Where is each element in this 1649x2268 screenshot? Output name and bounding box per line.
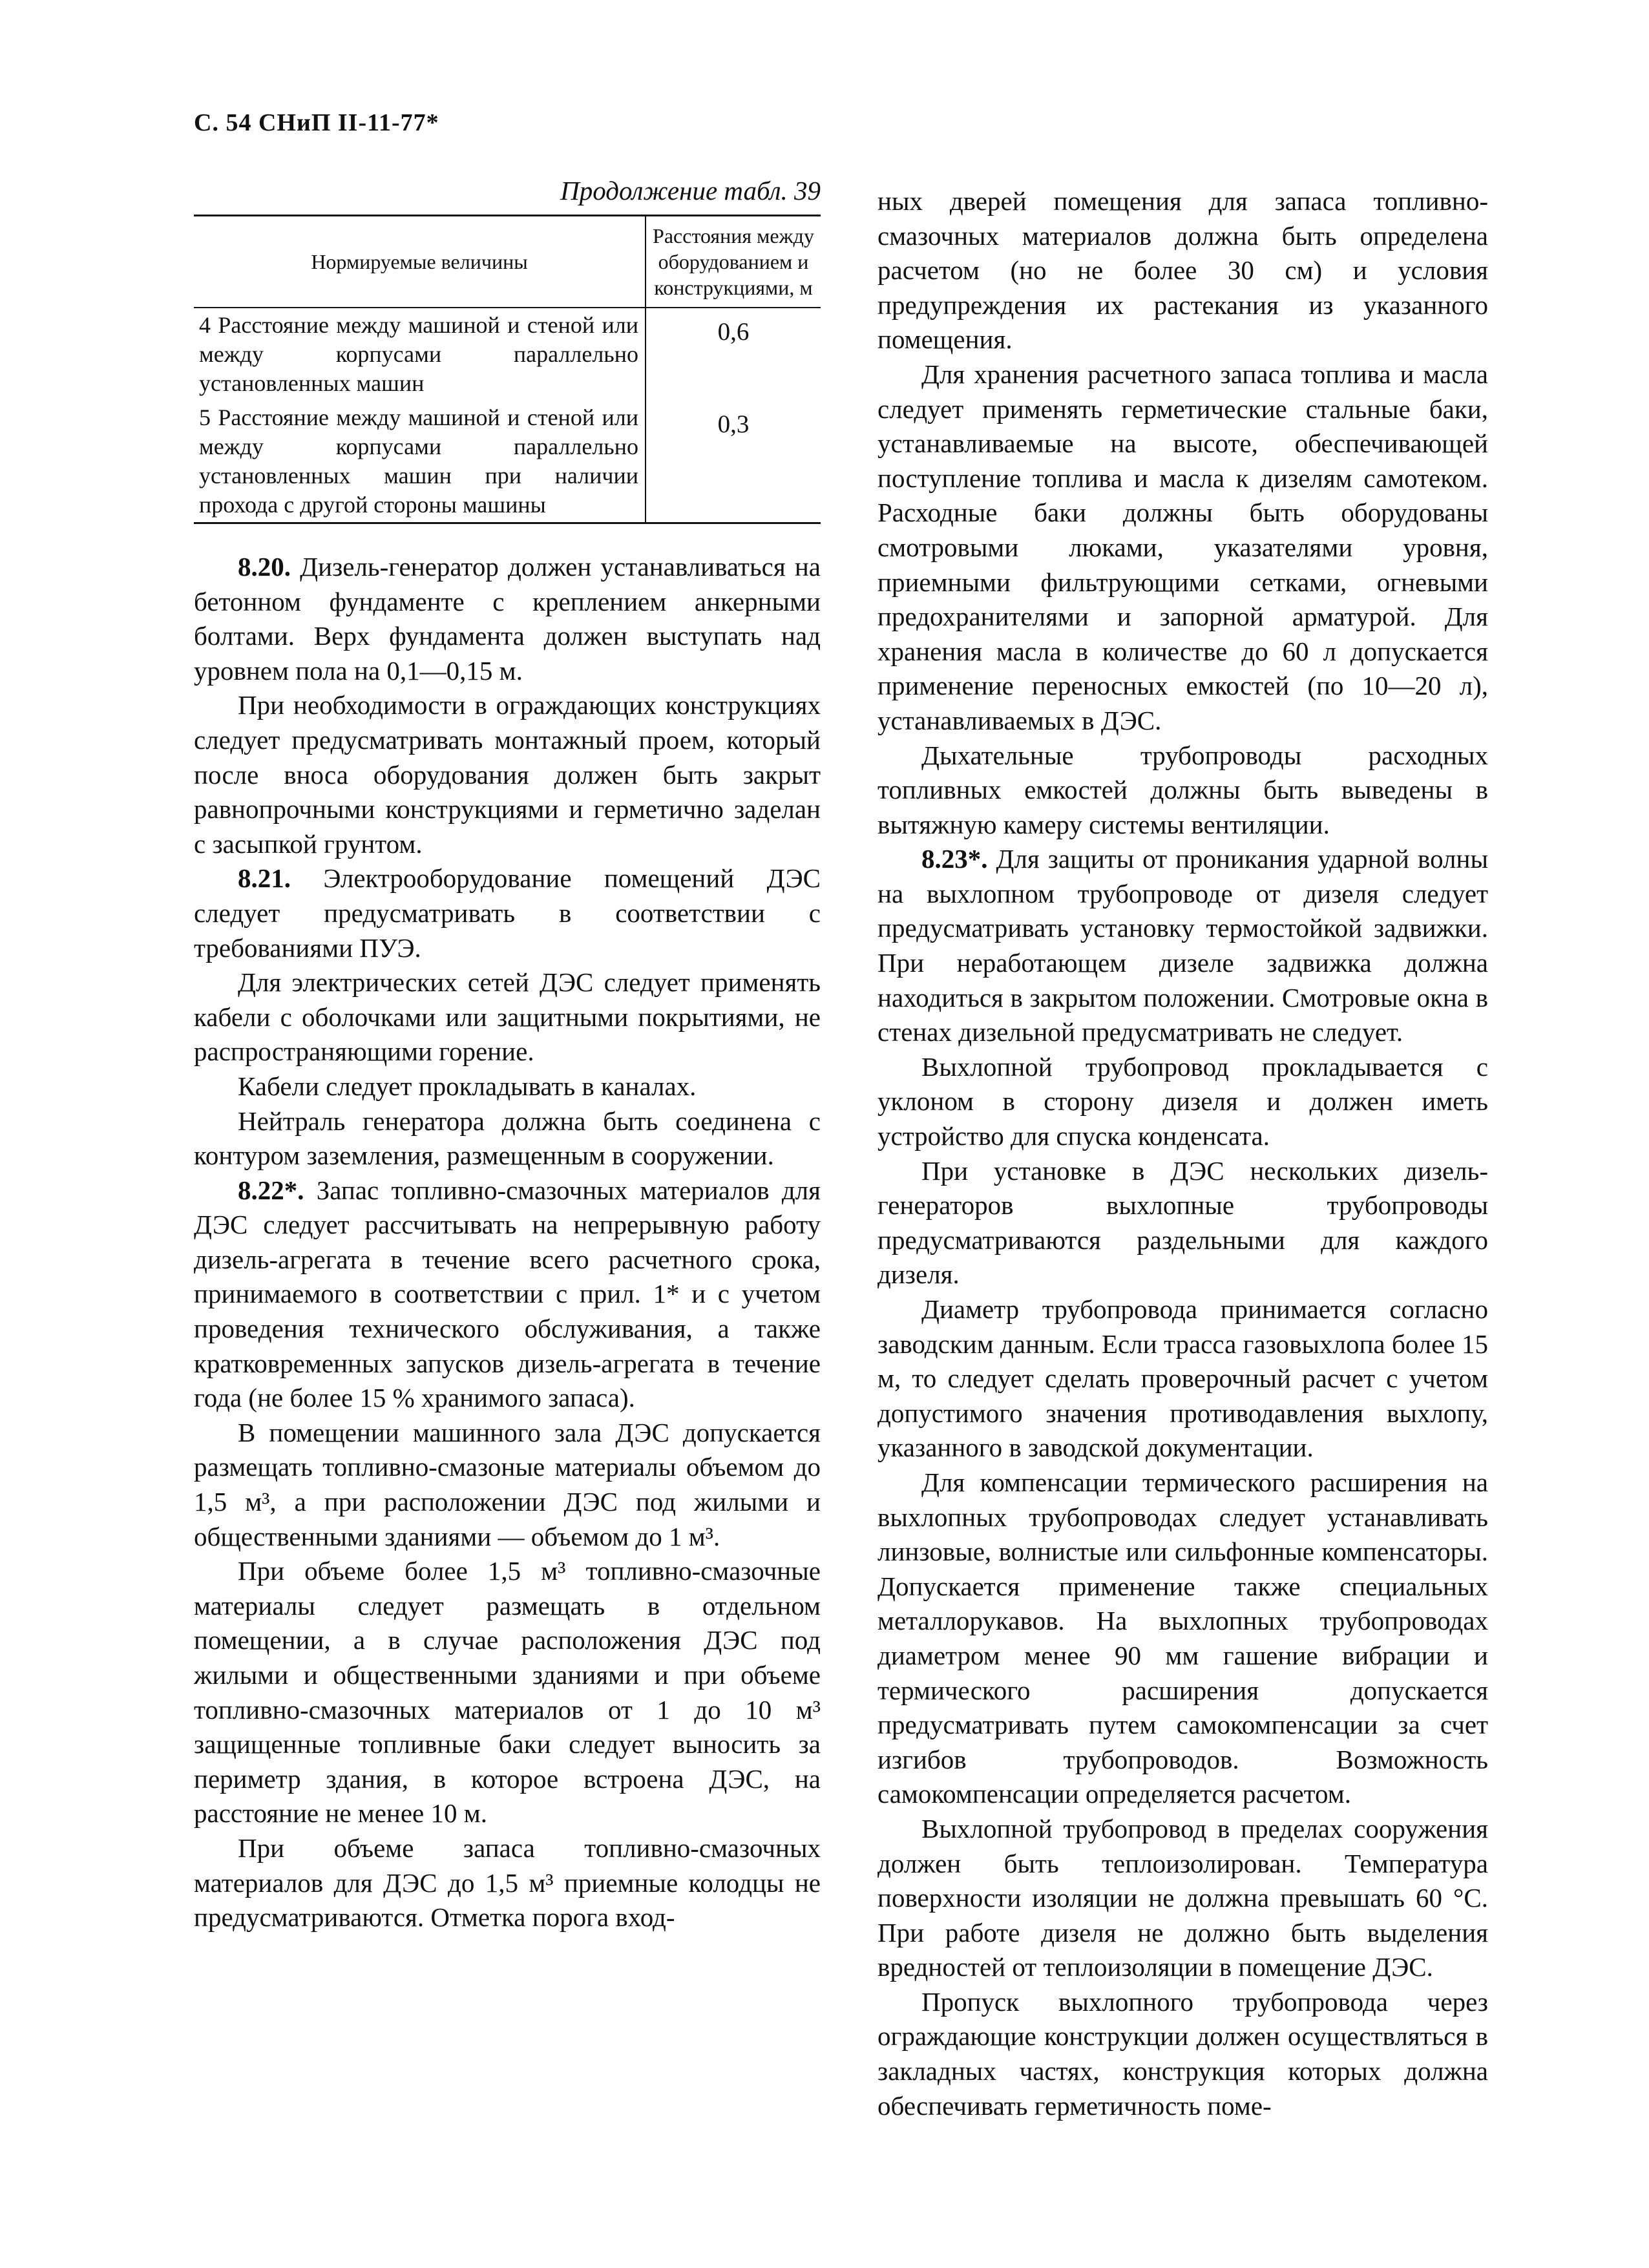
clause-number: 8.20.	[238, 552, 291, 582]
paragraph	[194, 550, 821, 688]
paragraph	[877, 842, 1488, 1050]
paragraph: При объеме запаса топливно-смазочных материалов для ДЭС до 1,5 м³ приемные колодцы не предусматриваются. Отметка порога вход-	[194, 1832, 821, 1933]
paragraph: Для электрических сетей ДЭС следует применять кабели с оболочками или защитными покрытиями, не распространяющими горение.	[194, 967, 821, 1067]
table-cell-value: 0,6	[717, 318, 750, 346]
clause-number: 8.23*.	[921, 844, 988, 874]
paragraph: Нейтраль генератора должна быть соединена с контуром заземления, размещенным в сооружении.	[194, 1106, 821, 1171]
paragraph	[194, 861, 821, 965]
left-column	[194, 174, 821, 1935]
paragraph-text: Электрооборудование помещений ДЭС следует предусматривать в соответствии с требованиями ПУЭ.	[194, 863, 821, 963]
clause-number: 8.22*.	[238, 1175, 304, 1205]
table-cell-label: 5 Расстояние между машиной и стеной или между корпусами параллельно установленных машин при наличии прохода с другой стороны машины	[194, 401, 646, 523]
paragraph: В помещении машинного зала ДЭС допускается размещать топливно-смазоные материалы объемом до 1,5 м³, а при расположении ДЭС под жилыми и общественными зданиями — объемом до 1 м³.	[194, 1417, 821, 1551]
paragraph: Для компенсации термического расширения на выхлопных трубопроводах следует устанавливать линзовые, волнистые или сильфонные компенсаторы. Допускается применение также специальных металлорукавов. На выхлопных трубопроводах диаметром менее 90 мм гашение вибрации и термического расширения допускается предусматривать путем самокомпенсации за счет изгибов трубопроводов. Возможность самокомпенсации определяется расчетом.	[877, 1467, 1488, 1809]
paragraph: При установке в ДЭС нескольких дизель-генераторов выхлопные трубопроводы предусматриваются раздельными для каждого дизеля.	[877, 1155, 1488, 1290]
paragraph-text: Дизель-генератор должен устанавливаться на бетонном фундаменте с креплением анкерными болтами. Верх фундамента должен выступать над уровнем пола на 0,1—0,15 м.	[194, 552, 821, 686]
paragraph-text: Для защиты от проникания ударной волны на выхлопном трубопроводе от дизеля следует предусматривать установку термостойкой задвижки. При неработающем дизеле задвижка должна находиться в закрытом положении. Смотровые окна в стенах дизельной предусматривать не следует.	[877, 844, 1488, 1047]
table-header-quantity: Нормируемые величины	[194, 216, 646, 308]
paragraph: Диаметр трубопровода принимается согласно заводским данным. Если трасса газовыхлопа более 15 м, то следует сделать проверочный расчет с учетом допустимого значения противодавления выхлопу, указанного в заводской документации.	[877, 1294, 1488, 1463]
table-cell-label: 4 Расстояние между машиной и стеной или между корпусами параллельно установленных машин	[194, 308, 646, 401]
table-row	[194, 308, 821, 401]
paragraph: Выхлопной трубопровод прокладывается с уклоном в сторону дизеля и должен иметь устройство для спуска конденсата.	[877, 1051, 1488, 1151]
table-caption: Продолжение табл. 39	[560, 176, 821, 205]
paragraph-text: Запас топливно-смазочных материалов для ДЭС следует рассчитывать на непрерывную работу дизель-агрегата в течение всего расчетного срока, принимаемого в соответствии с прил. 1* и с учетом проведения технического обслуживания, а также кратковременных запусков дизель-агрегата в течение года (не более 15 % хранимого запаса).	[194, 1175, 821, 1413]
paragraph	[194, 1173, 821, 1416]
paragraph: ных дверей помещения для запаса топливно-смазочных материалов должна быть определена расчетом (но не более 30 см) и условия предупреждения их растекания из указанного помещения.	[877, 186, 1488, 355]
paragraph: При необходимости в ограждающих конструкциях следует предусматривать монтажный проем, который после вноса оборудования должен быть закрыт равнопрочными конструкциями и герметично заделан с засыпкой грунтом.	[194, 690, 821, 859]
paragraph: Для хранения расчетного запаса топлива и масла следует применять герметические стальные баки, устанавливаемые на высоте, обеспечивающей поступление топлива и масла к дизелям самотеком. Расходные баки должны быть оборудованы смотровыми люками, указателями уровня, приемными фильтрующими сетками, огневыми предохранителями и запорной арматурой. Для хранения масла в количестве до 60 л допускается применение переносных емкостей (по 10—20 л), устанавливаемых в ДЭС.	[877, 359, 1488, 735]
right-column	[877, 184, 1488, 2123]
paragraph: Кабели следует прокладывать в каналах.	[238, 1071, 697, 1101]
paragraph: Пропуск выхлопного трубопровода через ограждающие конструкции должен осуществляться в закладных частях, конструкция которых должна обеспечивать герметичность поме-	[877, 1986, 1488, 2121]
clause-number: 8.21.	[238, 863, 291, 894]
paragraph: При объеме более 1,5 м³ топливно-смазочные материалы следует размещать в отдельном помещении, а в случае расположения ДЭС под жилыми и общественными зданиями и при объеме топливно-смазочных материалов от 1 до 10 м³ защищенные топливные баки следует выносить за периметр здания, в которое встроена ДЭС, на расстояние не менее 10 м.	[194, 1556, 821, 1829]
page-header: С. 54 СНиП II-11-77*	[194, 109, 439, 136]
table-header-row	[194, 216, 821, 308]
paragraph: Выхлопной трубопровод в пределах сооружения должен быть теплоизолирован. Температура поверхности изоляции не должна превышать 60 °С. При работе дизеля не должно быть выделения вредностей от теплоизоляции в помещение ДЭС.	[877, 1813, 1488, 1982]
table-cell-value: 0,3	[717, 410, 750, 438]
table-header-distance: Расстояния между оборудованием и конструкциями, м	[646, 216, 821, 308]
table-row	[194, 401, 821, 523]
norms-table	[194, 215, 821, 524]
paragraph: Дыхательные трубопроводы расходных топливных емкостей должны быть выведены в вытяжную камеру системы вентиляции.	[877, 740, 1488, 839]
